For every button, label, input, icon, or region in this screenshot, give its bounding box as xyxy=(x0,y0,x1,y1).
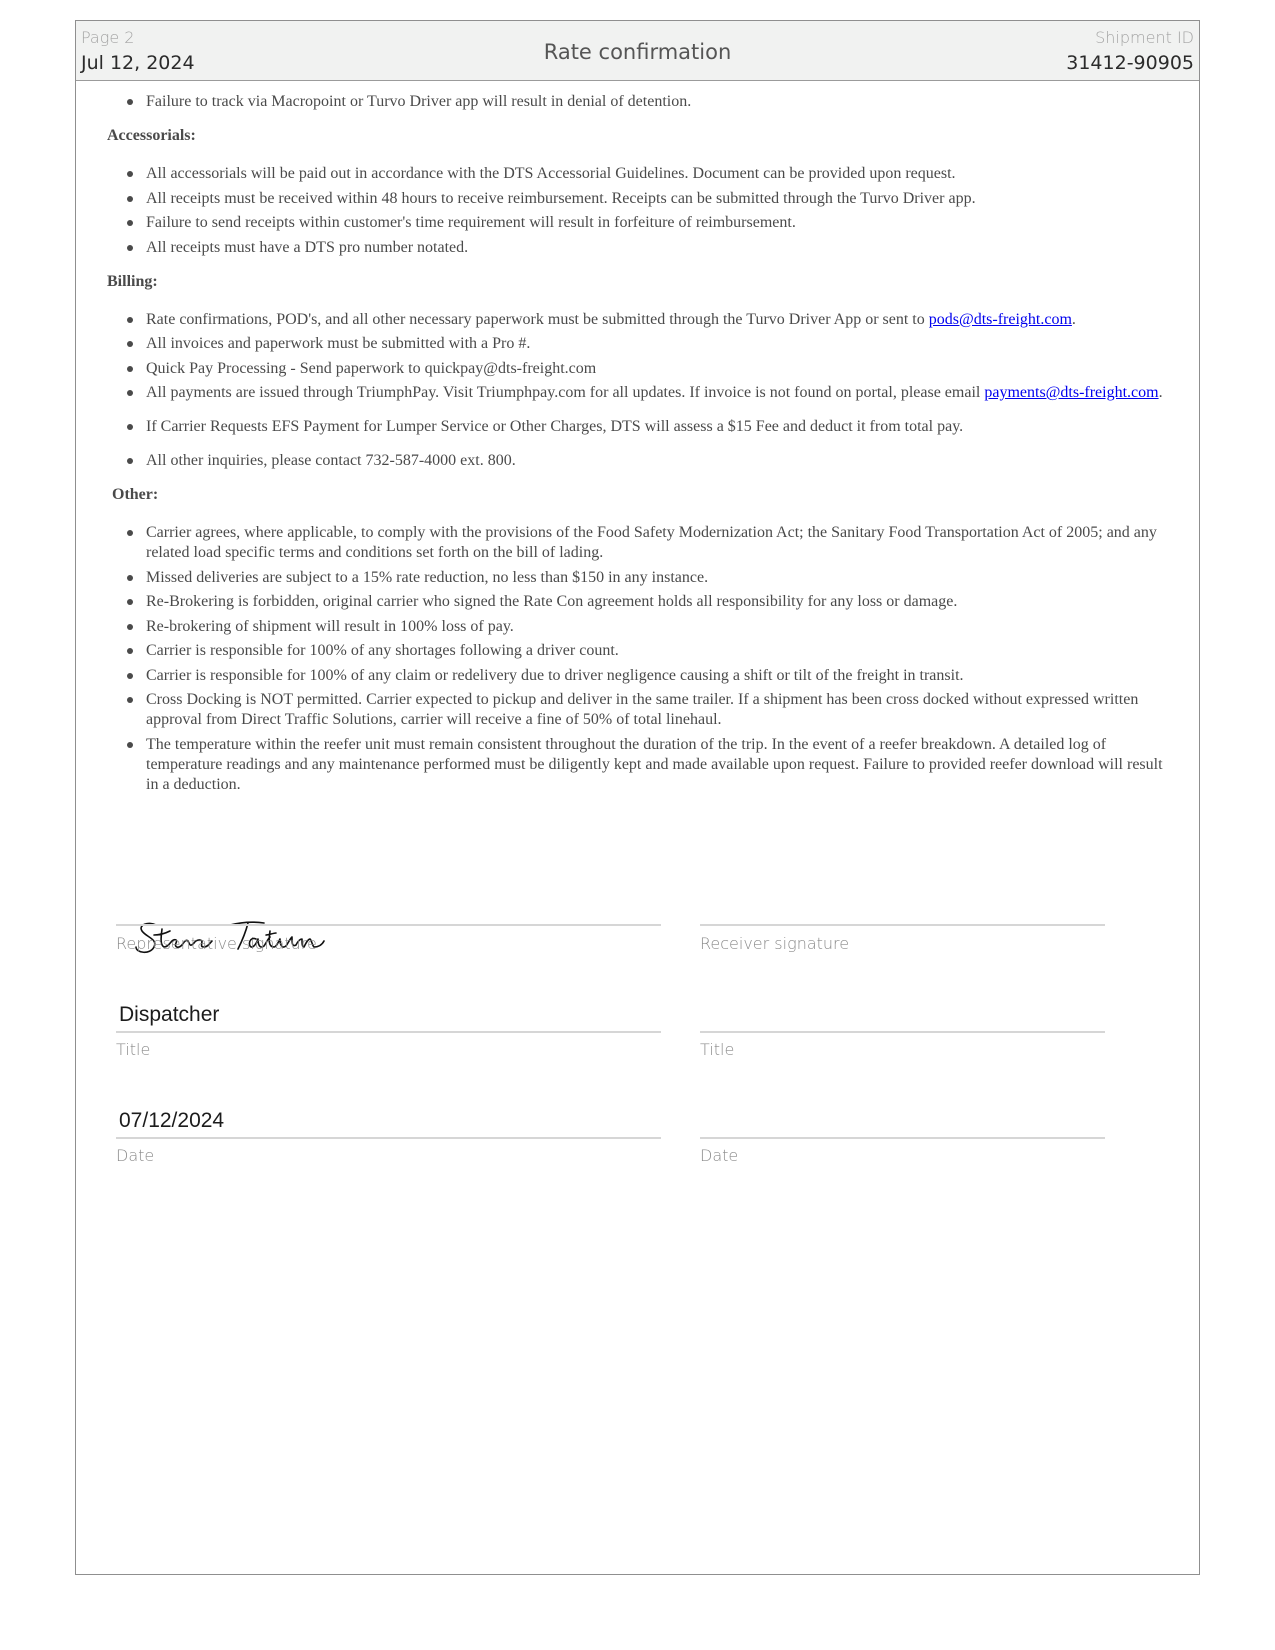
list-item: All receipts must have a DTS pro number notated. xyxy=(76,238,1199,258)
accessorials-heading: Accessorials: xyxy=(107,127,196,144)
representative-date-label: Date xyxy=(116,1146,155,1165)
list-item: All receipts must be received within 48 hours to receive reimbursement. Receipts can be submitted through the Turvo Driver app. xyxy=(76,189,1199,209)
list-item: All payments are issued through TriumphPay. Visit Triumphpay.com for all updates. If invoice is not found on portal, please email payments@dts-freight.com. xyxy=(76,383,1199,403)
receiver-title-label: Title xyxy=(700,1040,735,1059)
shipment-id-value: 31412-90905 xyxy=(1066,52,1194,74)
representative-signature-line xyxy=(116,924,661,926)
pods-email-link[interactable]: pods@dts-freight.com xyxy=(928,310,1072,328)
payments-email-link[interactable]: payments@dts-freight.com xyxy=(984,384,1159,401)
receiver-title-line[interactable] xyxy=(700,1031,1105,1033)
representative-title-line xyxy=(116,1031,661,1033)
list-item: Carrier is responsible for 100% of any shortages following a driver count. xyxy=(76,641,1199,661)
list-item: Carrier agrees, where applicable, to comply with the provisions of the Food Safety Modernization Act; the Sanitary Food Transportation Act of 2005; and any related load specific terms and conditions set forth on the bill of lading. xyxy=(76,523,1199,563)
receiver-date-line[interactable] xyxy=(700,1137,1105,1139)
list-item: Failure to track via Macropoint or Turvo Driver app will result in denial of detention. xyxy=(76,92,1199,112)
representative-title-value: Dispatcher xyxy=(119,1003,220,1026)
page-number-label: Page 2 xyxy=(81,28,135,47)
representative-title-label: Title xyxy=(116,1040,151,1059)
document-page xyxy=(75,20,1200,1575)
billing-item-text: All payments are issued through TriumphPay. Visit Triumphpay.com for all updates. If invoice is not found on portal, please email xyxy=(146,384,981,401)
signature-section xyxy=(76,21,1199,1574)
receiver-signature-label: Receiver signature xyxy=(700,934,850,953)
list-item: All accessorials will be paid out in accordance with the DTS Accessorial Guidelines. Document can be provided upon request. xyxy=(76,164,1199,184)
shipment-id-label: Shipment ID xyxy=(1095,28,1194,47)
list-item: Carrier is responsible for 100% of any claim or redelivery due to driver negligence causing a shift or tilt of the freight in transit. xyxy=(76,666,1199,686)
billing-item-text: Rate confirmations, POD's, and all other necessary paperwork must be submitted through the Turvo Driver App or sent to xyxy=(146,310,925,328)
list-item: Failure to send receipts within customer's time requirement will result in forfeiture of reimbursement. xyxy=(76,213,1199,233)
document-date: Jul 12, 2024 xyxy=(81,52,195,74)
representative-date-line xyxy=(116,1137,661,1139)
list-item: Rate confirmations, POD's, and all other necessary paperwork must be submitted through the Turvo Driver App or sent to pods@dts-freight.com. xyxy=(76,310,1199,330)
list-item: Cross Docking is NOT permitted. Carrier expected to pickup and deliver in the same trailer. If a shipment has been cross docked without expressed written approval from Direct Traffic Solutions, carrier will receive a fine of 50% of total linehaul. xyxy=(76,690,1199,730)
other-heading: Other: xyxy=(112,486,159,503)
representative-signature-label: Representative signature xyxy=(116,934,317,953)
billing-heading: Billing: xyxy=(107,272,158,290)
list-item: The temperature within the reefer unit must remain consistent throughout the duration of the trip. In the event of a reefer breakdown. A detailed log of temperature readings and any maintenance performed must be diligently kept and made available upon request. Failure to provided reefer download will result in a deduction. xyxy=(76,735,1199,795)
list-item: All other inquiries, please contact 732-587-4000 ext. 800. xyxy=(76,451,1199,471)
representative-date-value: 07/12/2024 xyxy=(119,1109,225,1132)
receiver-signature-line[interactable] xyxy=(700,924,1105,926)
list-item: All invoices and paperwork must be submitted with a Pro #. xyxy=(76,334,1199,354)
receiver-date-label: Date xyxy=(700,1146,739,1165)
list-item: Missed deliveries are subject to a 15% rate reduction, no less than $150 in any instance. xyxy=(76,568,1199,588)
document-title: Rate confirmation xyxy=(543,40,732,64)
list-item: If Carrier Requests EFS Payment for Lumper Service or Other Charges, DTS will assess a $15 Fee and deduct it from total pay. xyxy=(76,417,1199,437)
list-item: Re-Brokering is forbidden, original carrier who signed the Rate Con agreement holds all responsibility for any loss or damage. xyxy=(76,592,1199,612)
list-item: Re-brokering of shipment will result in 100% loss of pay. xyxy=(76,617,1199,637)
list-item: Quick Pay Processing - Send paperwork to quickpay@dts-freight.com xyxy=(76,359,1199,379)
